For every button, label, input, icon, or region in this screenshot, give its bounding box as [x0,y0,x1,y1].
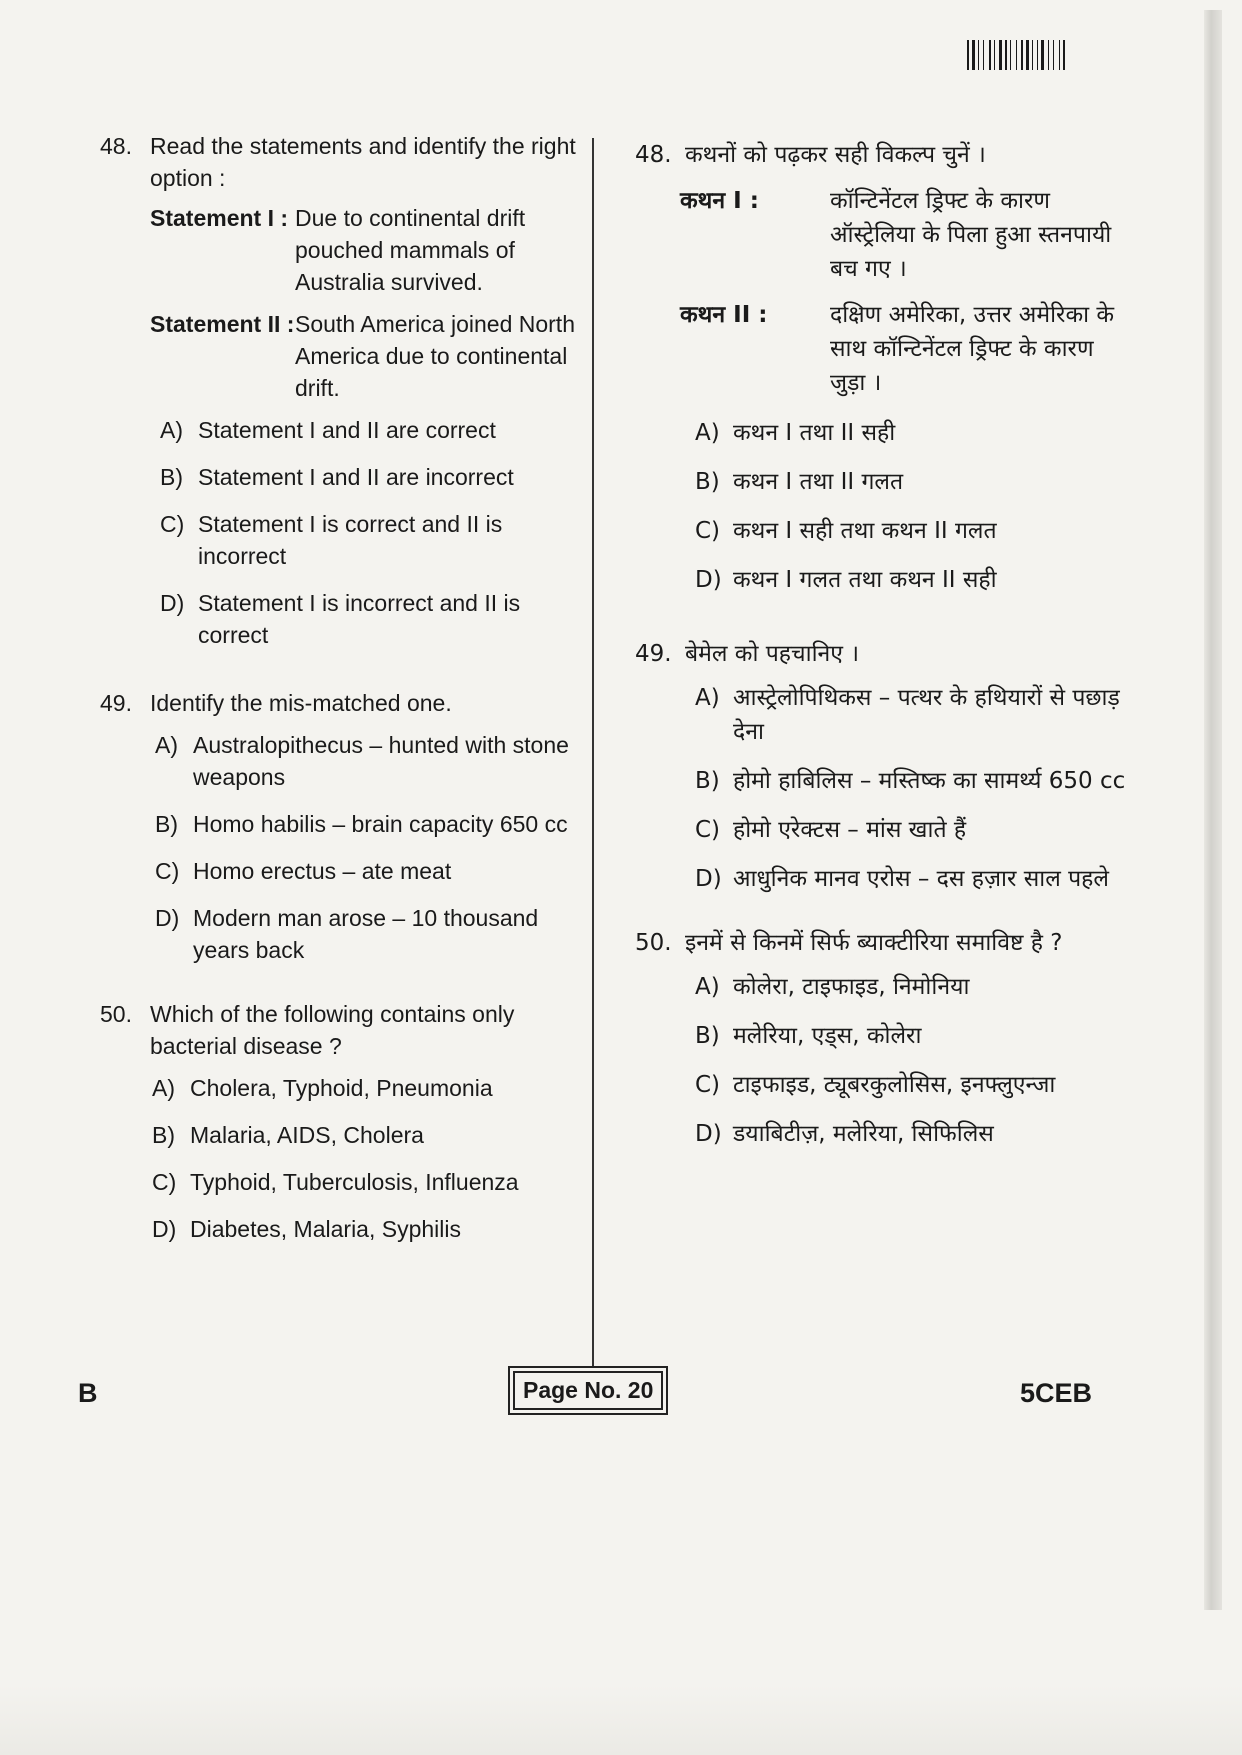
option-letter: A) [152,1075,175,1101]
option-text: Diabetes, Malaria, Syphilis [190,1216,462,1242]
hindi-column [635,138,1135,1166]
options-50-hi [695,970,1135,1151]
option-text: टाइफाइड, ट्यूबरकुलोसिस, इनफ्लुएन्जा [733,1072,1056,1098]
statement-text: कॉन्टिनेंटल ड्रिफ्ट के कारण ऑस्ट्रेलिया के पिला हुआ स्तनपायी बच गए । [830,188,1112,282]
statement-1 [150,202,580,298]
option-letter: A) [695,420,720,446]
set-code: B [78,1378,98,1408]
english-column [100,130,580,1260]
statement-text: Due to continental drift pouched mammals of Australia survived. [295,205,526,295]
column-divider [592,138,594,1368]
options-48-hi [695,416,1135,597]
statement-label: Statement II : [150,311,295,337]
question-text: Which of the following contains only bacterial disease ? [150,1001,515,1059]
option-text: कथन I गलत तथा कथन II सही [733,567,997,593]
option-b [152,1119,580,1151]
page-number: Page No. 20 [513,1371,663,1410]
statement-2 [680,298,1135,400]
option-text: होमो एरेक्टस – मांस खाते हैं [733,817,967,843]
option-c [695,813,1135,847]
statement-label: Statement I : [150,205,289,231]
options-49-en [155,729,580,966]
option-c [695,514,1135,548]
option-text: कथन I तथा II गलत [733,469,904,495]
question-number: 48. [635,142,672,168]
option-d [695,563,1135,597]
question-text: Read the statements and identify the right option : [150,133,576,191]
option-text: कथन I सही तथा कथन II गलत [733,518,997,544]
option-text: Australopithecus – hunted with stone weapons [193,732,569,790]
question-text: इनमें से किनमें सिर्फ ब्याक्टीरिया समाविष्ट है ? [685,930,1063,956]
option-text: Cholera, Typhoid, Pneumonia [190,1075,493,1101]
question-number: 48. [100,133,132,159]
option-letter: C) [160,511,185,537]
paper-code: 5CEB [1020,1378,1093,1408]
option-b [695,764,1135,798]
option-letter: B) [695,768,720,794]
option-a [695,970,1135,1004]
option-a [155,729,580,793]
question-48-hi [635,138,1135,172]
option-text: Statement I and II are correct [198,417,496,443]
option-d [695,862,1135,896]
option-text: डयाबिटीज़, मलेरिया, सिफिलिस [733,1121,994,1147]
option-c [695,1068,1135,1102]
option-text: Malaria, AIDS, Cholera [190,1122,424,1148]
option-letter: C) [695,817,721,843]
option-a [152,1072,580,1104]
option-b [695,465,1135,499]
statement-text: दक्षिण अमेरिका, उत्तर अमेरिका के साथ कॉन्टिनेंटल ड्रिफ्ट के कारण जुड़ा । [830,302,1115,396]
option-c [155,855,580,887]
option-text: होमो हाबिलिस – मस्तिष्क का सामर्थ्य 650 cc [733,768,1126,794]
option-text: कोलेरा, टाइफाइड, निमोनिया [733,974,970,1000]
option-letter: C) [152,1169,177,1195]
statement-label: कथन II : [680,302,768,328]
option-b [160,461,580,493]
question-49-en [100,687,580,719]
option-letter: C) [155,858,180,884]
question-number: 50. [635,930,672,956]
option-a [695,416,1135,450]
barcode-icon [967,40,1112,70]
option-letter: B) [152,1122,175,1148]
option-text: Homo erectus – ate meat [193,858,452,884]
option-text: Statement I is correct and II is incorrect [198,511,503,569]
question-text: कथनों को पढ़कर सही विकल्प चुनें । [685,142,986,168]
option-c [160,508,580,572]
question-50-en [100,998,580,1062]
option-b [695,1019,1135,1053]
option-text: मलेरिया, एड्स, कोलेरा [733,1023,922,1049]
option-d [160,587,580,651]
option-letter: A) [160,417,183,443]
option-a [695,681,1135,749]
statement-2 [150,308,580,404]
option-letter: B) [695,1023,720,1049]
option-letter: C) [695,1072,721,1098]
option-text: Homo habilis – brain capacity 650 cc [193,811,568,837]
scan-edge-shadow [1204,10,1222,1610]
option-d [155,902,580,966]
scan-bottom-shadow [0,1685,1242,1755]
question-text: Identify the mis-matched one. [150,690,452,716]
option-letter: A) [695,974,720,1000]
option-text: आधुनिक मानव एरोस – दस हज़ार साल पहले [733,866,1109,892]
options-48-en [160,414,580,651]
option-letter: B) [160,464,183,490]
question-number: 49. [100,690,132,716]
option-text: Modern man arose – 10 thousand years back [193,905,539,963]
option-text: कथन I तथा II सही [733,420,896,446]
option-letter: B) [155,811,178,837]
option-letter: D) [695,567,722,593]
option-letter: D) [695,866,722,892]
statement-text: South America joined North America due to continental drift. [295,311,575,401]
question-text: बेमेल को पहचानिए । [685,641,860,667]
option-b [155,808,580,840]
option-letter: A) [695,685,720,711]
option-a [160,414,580,446]
page-number-box [508,1366,668,1415]
option-letter: A) [155,732,178,758]
option-text: Typhoid, Tuberculosis, Influenza [190,1169,519,1195]
question-49-hi [635,637,1135,671]
option-letter: D) [152,1216,177,1242]
question-number: 50. [100,1001,132,1027]
option-letter: D) [160,590,185,616]
option-d [695,1117,1135,1151]
options-49-hi [695,681,1135,896]
option-d [152,1213,580,1245]
option-c [152,1166,580,1198]
options-50-en [152,1072,580,1245]
option-text: Statement I is incorrect and II is correct [198,590,521,648]
question-number: 49. [635,641,672,667]
option-letter: B) [695,469,720,495]
question-48-en [100,130,580,194]
statement-1 [680,184,1135,286]
option-text: Statement I and II are incorrect [198,464,514,490]
option-text: आस्ट्रेलोपिथिकस – पत्थर के हथियारों से पछाड़ देना [733,685,1120,745]
statement-label: कथन I : [680,188,759,214]
option-letter: C) [695,518,721,544]
option-letter: D) [695,1121,722,1147]
option-letter: D) [155,905,180,931]
question-50-hi [635,926,1135,960]
